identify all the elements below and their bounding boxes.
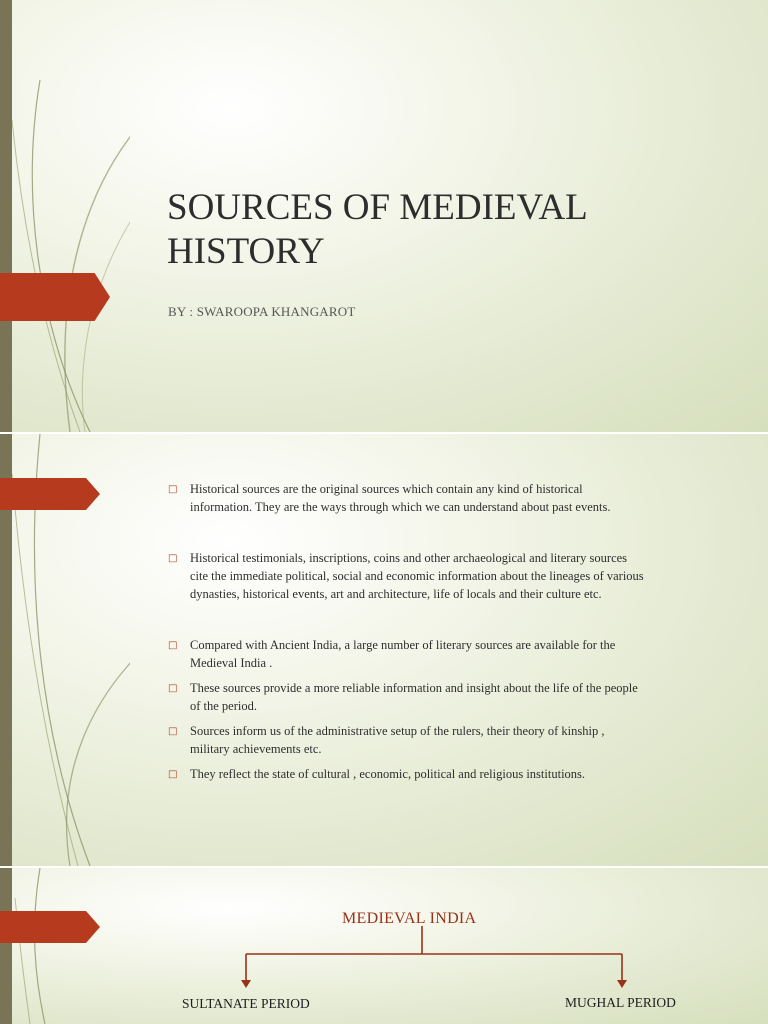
bullet-line: of the period. — [190, 699, 257, 713]
left-accent-bar — [0, 0, 12, 432]
bullet-line: Compared with Ancient India, a large number of literary sources are available for the — [190, 638, 616, 652]
bullet-list — [168, 480, 728, 783]
tree-node-sultanate: SULTANATE PERIOD — [182, 996, 310, 1011]
bullet-line: Sources inform us of the administrative setup of the rulers, their theory of kinship , — [190, 724, 605, 738]
author-byline: BY : SWAROOPA KHANGAROT — [168, 304, 356, 319]
list-item — [168, 636, 728, 672]
list-item — [168, 480, 728, 516]
bullet-square-icon: □ — [168, 640, 178, 651]
bullet-line: Medieval India . — [190, 656, 273, 670]
bullet-line: military achievements etc. — [190, 742, 322, 756]
arrow-down-icon — [241, 980, 251, 988]
bullet-line: They reflect the state of cultural , economic, political and religious institutions. — [190, 767, 586, 781]
bullet-line: These sources provide a more reliable information and insight about the life of the people — [190, 681, 638, 695]
page-title — [167, 186, 727, 274]
bullet-line: Historical sources are the original sources which contain any kind of historical — [190, 482, 583, 496]
bullet-square-icon: □ — [168, 726, 178, 737]
title-slide — [0, 0, 768, 432]
title-line-1: SOURCES OF MEDIEVAL — [167, 187, 588, 228]
list-item — [168, 765, 728, 783]
list-item — [168, 679, 728, 715]
bullet-square-icon: □ — [168, 769, 178, 780]
bullet-line: dynasties, historical events, art and architecture, life of locals and their culture etc. — [190, 587, 602, 601]
title-line-2: HISTORY — [167, 231, 325, 272]
bullet-square-icon: □ — [168, 683, 178, 694]
arrow-down-icon — [617, 980, 627, 988]
tree-slide — [0, 868, 768, 1024]
list-item — [168, 549, 728, 603]
tree-heading: MEDIEVAL INDIA — [342, 910, 477, 927]
bullet-square-icon: □ — [168, 484, 178, 495]
decorative-swoosh-icon — [0, 0, 130, 432]
tree-node-mughal: MUGHAL PERIOD — [565, 995, 676, 1010]
bullet-line: Historical testimonials, inscriptions, coins and other archaeological and literary sources — [190, 551, 628, 565]
bullet-line: cite the immediate political, social and economic information about the lineages of various — [190, 569, 644, 583]
slide-tab-marker — [0, 478, 100, 510]
bullet-square-icon: □ — [168, 553, 178, 564]
bullet-slide — [0, 434, 768, 866]
bullet-line: information. They are the ways through which we can understand about past events. — [190, 500, 611, 514]
slide-tab-marker — [0, 273, 110, 321]
list-item — [168, 722, 728, 758]
